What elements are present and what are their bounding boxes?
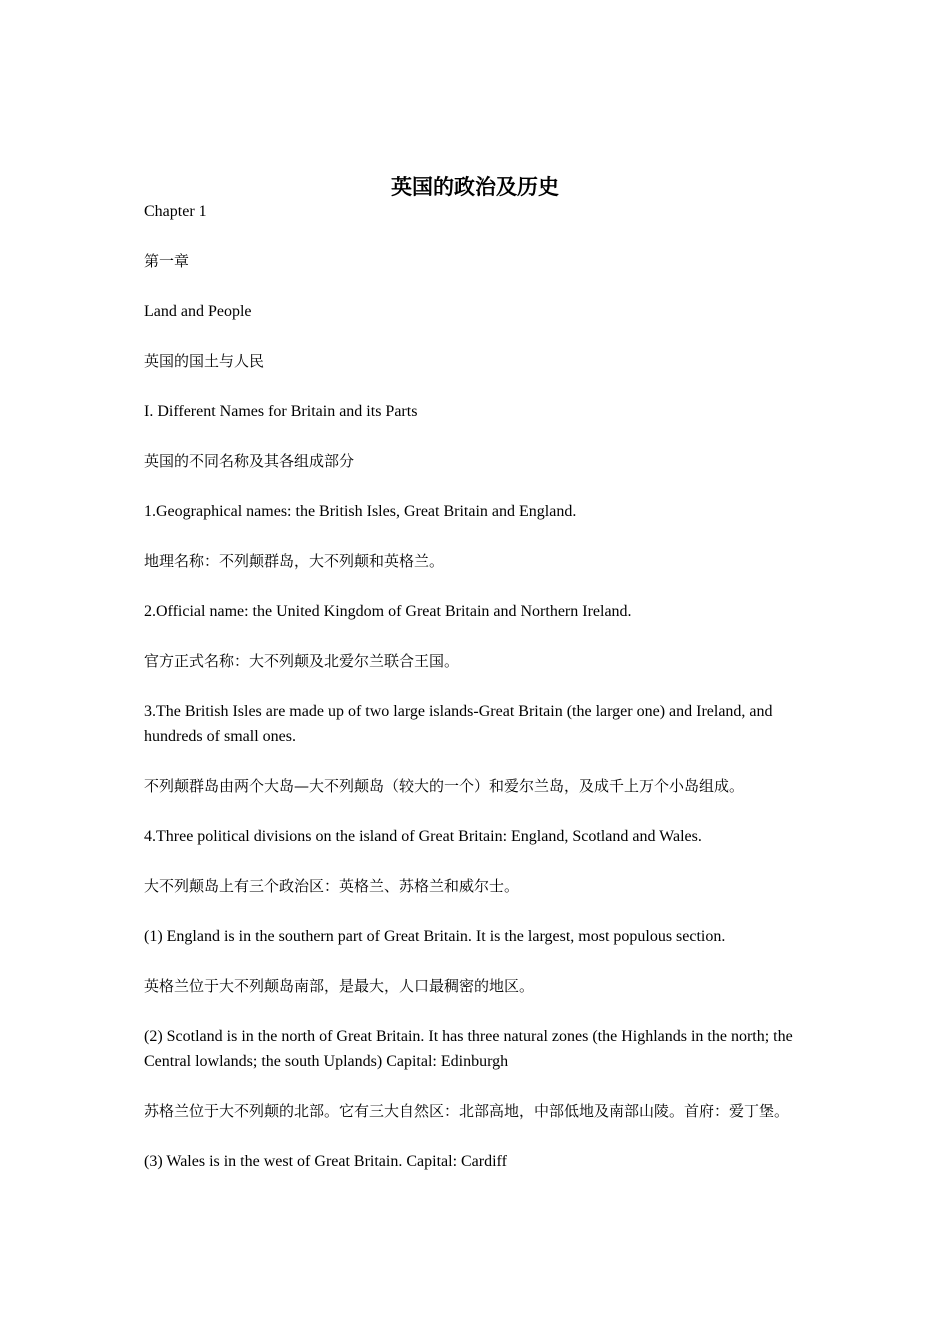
paragraph: 4.Three political divisions on the island of Great Britain: England, Scotland and Wales. bbox=[144, 828, 702, 845]
paragraph: 不列颠群岛由两个大岛—大不列颠岛（较大的一个）和爱尔兰岛，及成千上万个小岛组成。 bbox=[144, 777, 745, 795]
paragraph: 苏格兰位于大不列颠的北部。它有三大自然区：北部高地，中部低地及南部山陵。首府：爱丁堡。 bbox=[144, 1102, 790, 1120]
paragraph: 大不列颠岛上有三个政治区：英格兰、苏格兰和威尔士。 bbox=[144, 877, 520, 895]
paragraph: Chapter 1 bbox=[144, 203, 207, 220]
paragraph: 官方正式名称：大不列颠及北爱尔兰联合王国。 bbox=[144, 652, 460, 670]
paragraph: 3.The British Isles are made up of two large islands-Great Britain (the larger one) and Ireland, and hundreds of small ones. bbox=[144, 703, 773, 745]
paragraph: 2.Official name: the United Kingdom of Great Britain and Northern Ireland. bbox=[144, 603, 632, 620]
paragraph: 地理名称：不列颠群岛，大不列颠和英格兰。 bbox=[144, 552, 445, 570]
paragraph: 英国的国土与人民 bbox=[144, 352, 265, 370]
paragraph: 第一章 bbox=[144, 252, 190, 270]
paragraph: (1) England is in the southern part of Great Britain. It is the largest, most populous section. bbox=[144, 928, 726, 945]
document-title: 英国的政治及历史 bbox=[391, 174, 559, 199]
paragraph: 1.Geographical names: the British Isles, Great Britain and England. bbox=[144, 503, 577, 520]
paragraph: 英格兰位于大不列颠岛南部，是最大，人口最稠密的地区。 bbox=[144, 977, 535, 995]
paragraph: 英国的不同名称及其各组成部分 bbox=[144, 452, 355, 470]
paragraph: I. Different Names for Britain and its Parts bbox=[144, 403, 418, 420]
paragraph: (3) Wales is in the west of Great Britain. Capital: Cardiff bbox=[144, 1153, 507, 1170]
paragraph: Land and People bbox=[144, 303, 252, 320]
paragraph: (2) Scotland is in the north of Great Britain. It has three natural zones (the Highlands in the north; the Central lowlands; the south Uplands) Capital: Edinburgh bbox=[144, 1028, 793, 1070]
document-body bbox=[144, 199, 808, 1199]
